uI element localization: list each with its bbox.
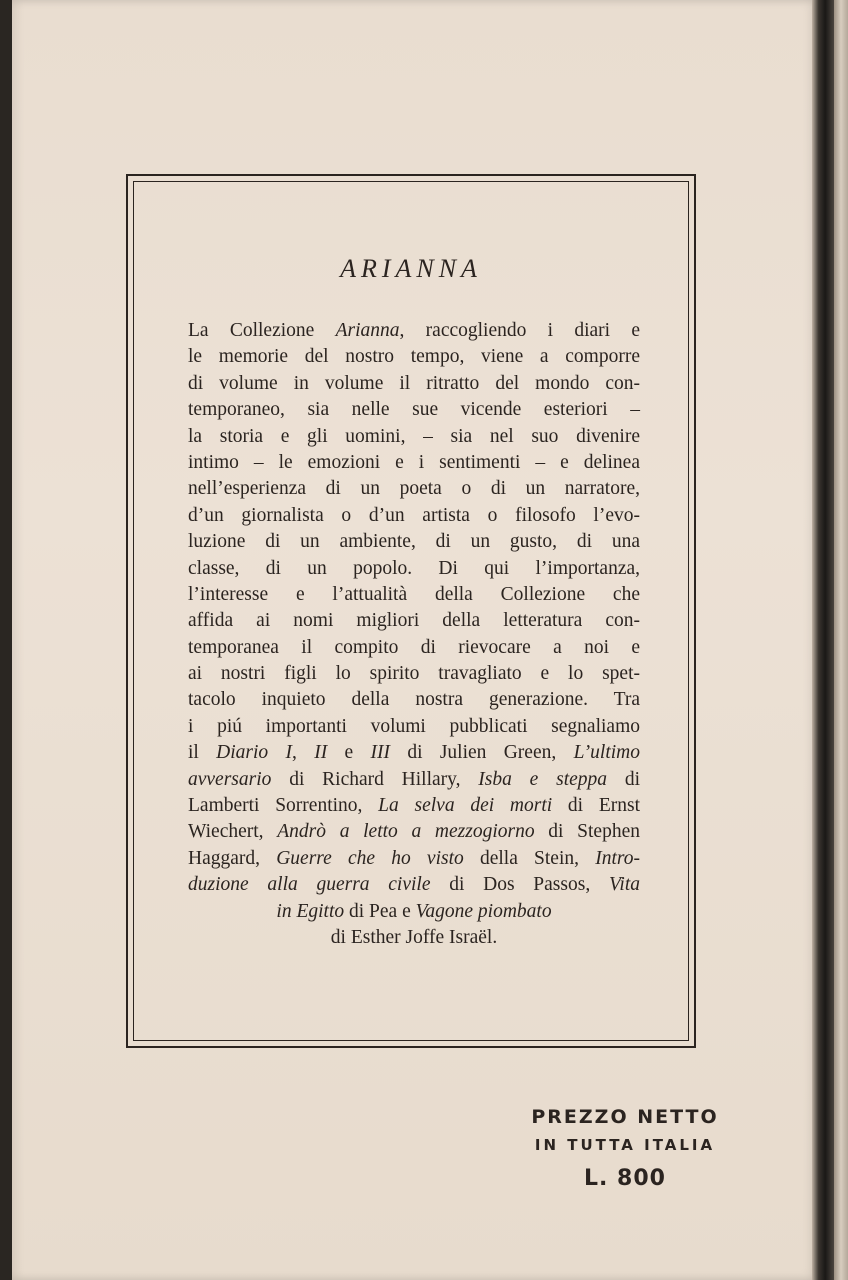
- page-edge: [834, 0, 848, 1280]
- body-text-run: ai nostri figli lo spirito travagliato e lo spet-: [188, 663, 640, 685]
- body-line: [188, 450, 640, 476]
- italic-title-text: Diario I: [216, 742, 292, 764]
- body-text-run: di: [607, 768, 640, 790]
- body-text-run: di Julien Green,: [390, 742, 574, 764]
- body-line: [188, 925, 640, 951]
- body-text-run: d’un giornalista o d’un artista o filosofo l’evo-: [188, 504, 640, 526]
- italic-title-text: Vagone piombato: [415, 900, 552, 922]
- body-text-run: l’interesse e l’attualità della Collezione che: [188, 583, 640, 605]
- price-amount: L. 800: [584, 1166, 666, 1191]
- italic-title-text: Arianna: [335, 320, 400, 341]
- italic-title-text: Guerre che ho visto: [276, 847, 464, 869]
- body-line: [188, 424, 640, 450]
- body-text-run: temporaneo, sia nelle sue vicende esteriori –: [188, 399, 640, 421]
- italic-title-text: L’ultimo: [573, 742, 641, 764]
- body-text-run: di Richard Hillary,: [271, 768, 479, 790]
- body-text-run: e: [327, 742, 371, 764]
- body-line: [188, 846, 640, 872]
- body-line: [188, 503, 640, 529]
- body-text-run: di Esther Joffe Israël.: [330, 926, 498, 948]
- body-text-run: intimo – le emozioni e i sentimenti – e delinea: [188, 451, 640, 473]
- italic-title-text: duzione alla guerra civile: [188, 874, 431, 896]
- body-text-run: , raccogliendo i diari e: [399, 320, 640, 341]
- text-frame: [126, 174, 696, 1048]
- body-text-run: le memorie del nostro tempo, viene a comporre: [188, 346, 640, 368]
- body-line: [188, 318, 640, 344]
- italic-title-text: avversario: [188, 768, 272, 790]
- body-text-run: di volume in volume il ritratto del mondo con-: [188, 372, 640, 394]
- body-line: [188, 635, 640, 661]
- body-line: [188, 582, 640, 608]
- body-line: [188, 371, 640, 397]
- italic-title-text: Isba e steppa: [478, 768, 608, 790]
- italic-title-text: La selva dei morti: [378, 795, 553, 817]
- spine-edge: [812, 0, 834, 1280]
- body-text-run: ,: [292, 742, 315, 764]
- italic-title-text: III: [370, 742, 390, 764]
- body-line: [188, 899, 640, 925]
- collection-description: [188, 318, 640, 951]
- body-line: [188, 661, 640, 687]
- body-text-run: di Pea e: [344, 900, 416, 922]
- body-line: [188, 397, 640, 423]
- body-line: [188, 740, 640, 766]
- body-line: [188, 793, 640, 819]
- body-line: [188, 556, 640, 582]
- body-text-run: luzione di un ambiente, di un gusto, di una: [188, 531, 640, 553]
- body-text-run: tacolo inquieto della nostra generazione. Tra: [188, 689, 640, 711]
- italic-title-text: Andrò a letto a mezzogiorno: [277, 821, 535, 843]
- body-text-run: nell’esperienza di un poeta o di un narratore,: [188, 478, 640, 500]
- body-line: [188, 714, 640, 740]
- price-label: PREZZO NETTO: [531, 1106, 719, 1128]
- italic-title-text: II: [314, 742, 328, 764]
- body-text-run: di Ernst: [552, 795, 640, 817]
- body-line: [188, 529, 640, 555]
- body-line: [188, 767, 640, 793]
- body-text-run: i piú importanti volumi pubblicati segnaliamo: [188, 715, 640, 737]
- body-text-run: Wiechert,: [188, 821, 278, 843]
- body-line: [188, 872, 640, 898]
- collection-title: ARIANNA: [340, 254, 482, 283]
- body-text-run: della Stein,: [463, 847, 596, 869]
- italic-title-text: in Egitto: [276, 900, 345, 922]
- body-text-run: La Collezione: [188, 320, 336, 341]
- price-region: IN TUTTA ITALIA: [534, 1136, 716, 1154]
- body-line: [188, 608, 640, 634]
- body-text-run: il: [188, 742, 217, 764]
- body-line: [188, 819, 640, 845]
- italic-title-text: Intro-: [595, 847, 640, 869]
- body-text-run: affida ai nomi migliori della letteratura con-: [188, 610, 640, 632]
- body-line: [188, 344, 640, 370]
- body-text-run: classe, di un popolo. Di qui l’importanza,: [188, 557, 640, 579]
- body-text-run: Haggard,: [188, 847, 277, 869]
- price-block: [500, 1106, 750, 1191]
- body-line: [188, 476, 640, 502]
- body-text-run: la storia e gli uomini, – sia nel suo divenire: [188, 425, 640, 447]
- body-text-run: di Dos Passos,: [430, 874, 609, 896]
- body-text-run: temporanea il compito di rievocare a noi e: [188, 636, 640, 658]
- body-line: [188, 687, 640, 713]
- body-text-run: di Stephen: [534, 821, 640, 843]
- italic-title-text: Vita: [608, 874, 640, 896]
- body-text-run: Lamberti Sorrentino,: [188, 795, 379, 817]
